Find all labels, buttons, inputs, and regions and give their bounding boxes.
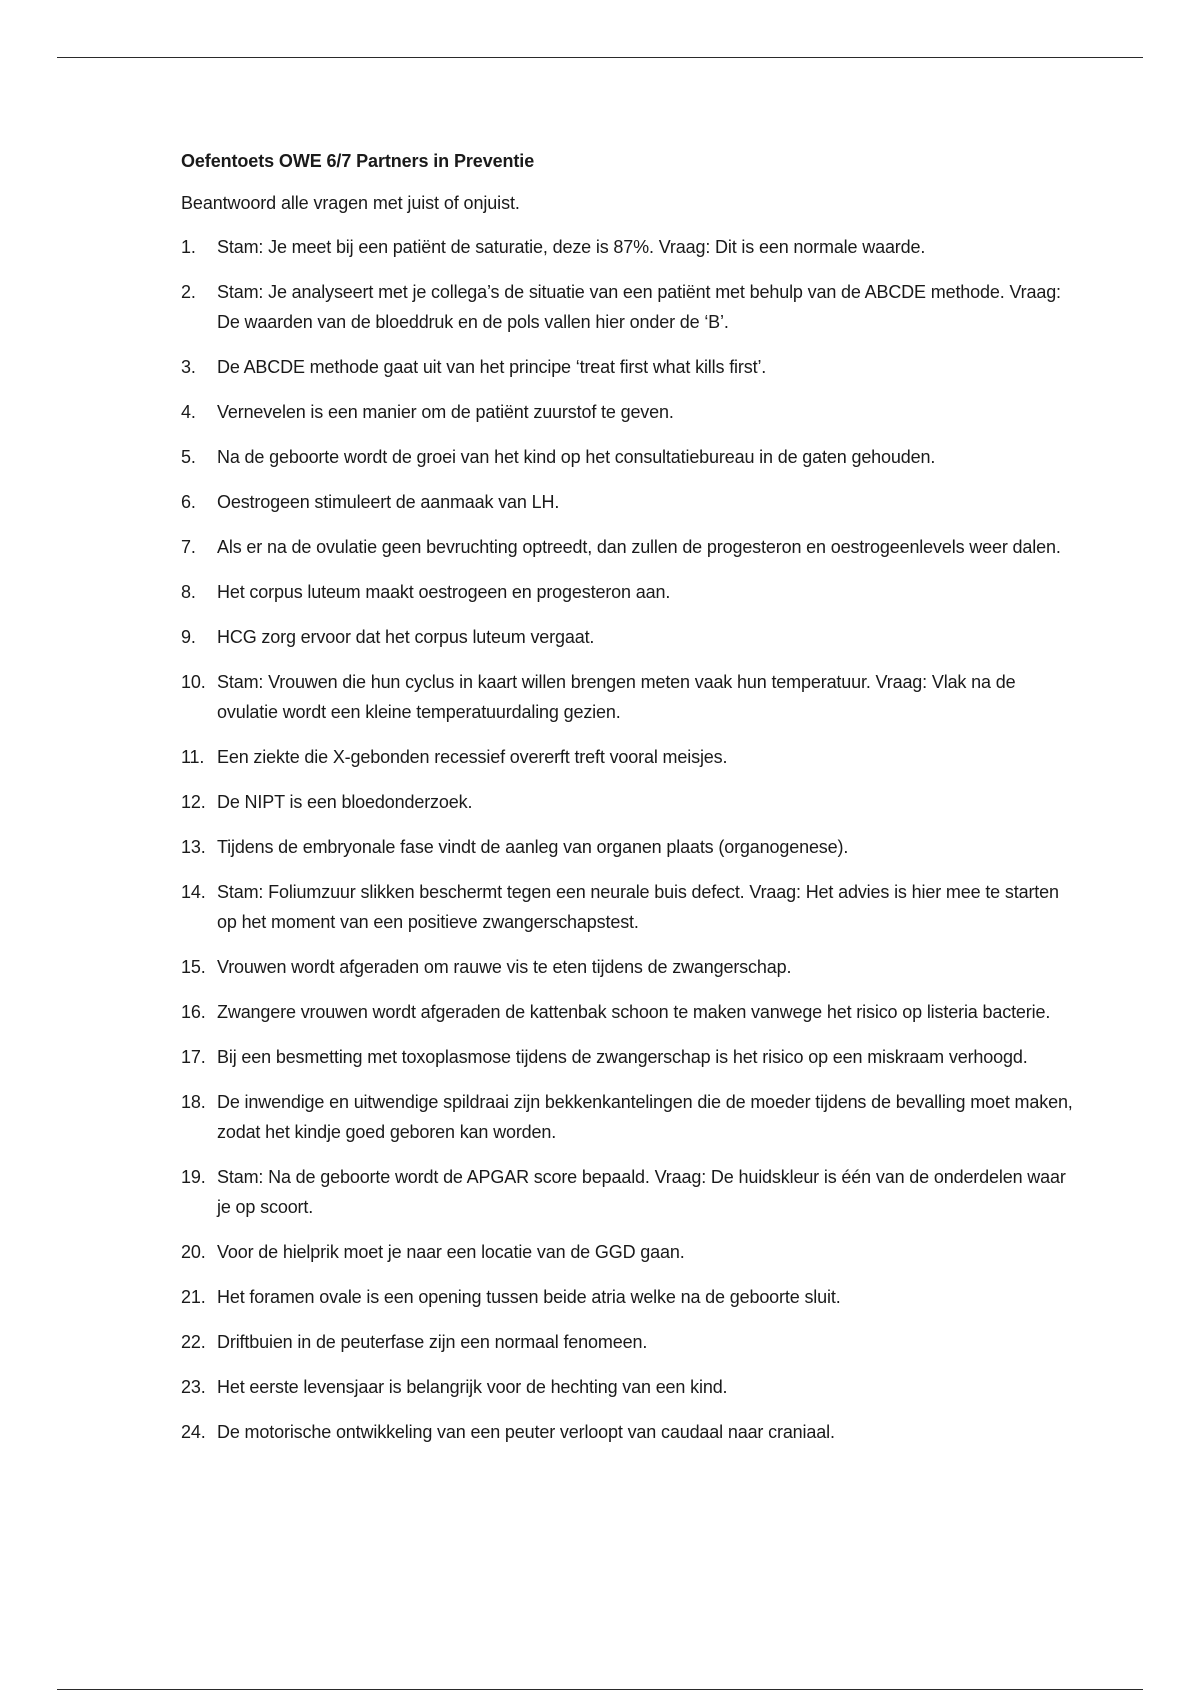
- question-text: Vrouwen wordt afgeraden om rauwe vis te eten tijdens de zwangerschap.: [217, 957, 792, 977]
- question-item: [181, 1417, 1081, 1447]
- question-number: 12.: [181, 792, 206, 812]
- question-text: Het corpus luteum maakt oestrogeen en progesteron aan.: [217, 582, 671, 602]
- question-item: [181, 1327, 1081, 1357]
- question-item: [181, 952, 1081, 982]
- header-rule: [57, 57, 1143, 58]
- question-text: Bij een besmetting met toxoplasmose tijdens de zwangerschap is het risico op een miskraam verhoogd.: [217, 1047, 1028, 1067]
- question-text: Het eerste levensjaar is belangrijk voor de hechting van een kind.: [217, 1377, 728, 1397]
- question-text: Stam: Je analyseert met je collega’s de situatie van een patiënt met behulp van de ABCDE methode. Vraag: De waarden van de bloeddruk en de pols vallen hier onder de ‘B’.: [217, 282, 1061, 332]
- question-text: De NIPT is een bloedonderzoek.: [217, 792, 473, 812]
- question-number: 19.: [181, 1167, 206, 1187]
- question-number: 24.: [181, 1422, 206, 1442]
- question-item: [181, 532, 1081, 562]
- question-number: 9.: [181, 627, 196, 647]
- question-text: Het foramen ovale is een opening tussen beide atria welke na de geboorte sluit.: [217, 1287, 841, 1307]
- question-number: 4.: [181, 402, 196, 422]
- question-item: [181, 742, 1081, 772]
- question-text: De motorische ontwikkeling van een peuter verloopt van caudaal naar craniaal.: [217, 1422, 835, 1442]
- question-number: 20.: [181, 1242, 206, 1262]
- question-number: 11.: [181, 747, 205, 767]
- question-text: Driftbuien in de peuterfase zijn een normaal fenomeen.: [217, 1332, 648, 1352]
- question-item: [181, 277, 1081, 337]
- question-item: [181, 1282, 1081, 1312]
- question-number: 1.: [181, 237, 196, 257]
- document-title: Oefentoets OWE 6/7 Partners in Preventie: [181, 151, 535, 171]
- question-text: Stam: Na de geboorte wordt de APGAR score bepaald. Vraag: De huidskleur is één van de onderdelen waar je op scoort.: [217, 1167, 1066, 1217]
- question-item: [181, 232, 1081, 262]
- question-item: [181, 622, 1081, 652]
- document-body: [181, 146, 1081, 1462]
- question-number: 2.: [181, 282, 196, 302]
- question-text: Stam: Vrouwen die hun cyclus in kaart willen brengen meten vaak hun temperatuur. Vraag: Vlak na de ovulatie wordt een kleine temperatuurdaling gezien.: [217, 672, 1016, 722]
- question-item: [181, 787, 1081, 817]
- question-item: [181, 487, 1081, 517]
- footer-rule: [57, 1689, 1143, 1690]
- question-item: [181, 1372, 1081, 1402]
- question-item: [181, 1162, 1081, 1222]
- question-text: Stam: Je meet bij een patiënt de saturatie, deze is 87%. Vraag: Dit is een normale waarde.: [217, 237, 926, 257]
- question-number: 15.: [181, 957, 206, 977]
- question-number: 7.: [181, 537, 196, 557]
- question-number: 8.: [181, 582, 196, 602]
- question-number: 14.: [181, 882, 206, 902]
- question-number: 6.: [181, 492, 196, 512]
- question-number: 22.: [181, 1332, 206, 1352]
- question-item: [181, 1237, 1081, 1267]
- question-text: Als er na de ovulatie geen bevruchting optreedt, dan zullen de progesteron en oestrogeenlevels weer dalen.: [217, 537, 1061, 557]
- question-text: Een ziekte die X-gebonden recessief overerft treft vooral meisjes.: [217, 747, 728, 767]
- question-item: [181, 442, 1081, 472]
- question-list: [181, 232, 1081, 1447]
- question-item: [181, 352, 1081, 382]
- question-text: Vernevelen is een manier om de patiënt zuurstof te geven.: [217, 402, 674, 422]
- question-number: 5.: [181, 447, 196, 467]
- question-text: HCG zorg ervoor dat het corpus luteum vergaat.: [217, 627, 595, 647]
- question-text: Stam: Foliumzuur slikken beschermt tegen een neurale buis defect. Vraag: Het advies is hier mee te starten op het moment van een positieve zwangerschapstest.: [217, 882, 1059, 932]
- question-text: Na de geboorte wordt de groei van het kind op het consultatiebureau in de gaten gehouden.: [217, 447, 936, 467]
- question-text: Oestrogeen stimuleert de aanmaak van LH.: [217, 492, 560, 512]
- instruction-text: Beantwoord alle vragen met juist of onjuist.: [181, 193, 520, 213]
- question-item: [181, 1087, 1081, 1147]
- question-item: [181, 577, 1081, 607]
- question-number: 10.: [181, 672, 206, 692]
- question-item: [181, 667, 1081, 727]
- question-text: De inwendige en uitwendige spildraai zijn bekkenkantelingen die de moeder tijdens de bevalling moet maken, zodat het kindje goed geboren kan worden.: [217, 1092, 1073, 1142]
- question-number: 23.: [181, 1377, 206, 1397]
- question-number: 16.: [181, 1002, 206, 1022]
- question-text: Tijdens de embryonale fase vindt de aanleg van organen plaats (organogenese).: [217, 837, 849, 857]
- question-item: [181, 832, 1081, 862]
- question-number: 18.: [181, 1092, 206, 1112]
- question-number: 3.: [181, 357, 196, 377]
- question-number: 21.: [181, 1287, 206, 1307]
- question-item: [181, 877, 1081, 937]
- question-item: [181, 397, 1081, 427]
- question-text: Voor de hielprik moet je naar een locatie van de GGD gaan.: [217, 1242, 685, 1262]
- question-text: De ABCDE methode gaat uit van het principe ‘treat first what kills first’.: [217, 357, 767, 377]
- question-number: 17.: [181, 1047, 206, 1067]
- question-number: 13.: [181, 837, 206, 857]
- question-item: [181, 1042, 1081, 1072]
- question-text: Zwangere vrouwen wordt afgeraden de kattenbak schoon te maken vanwege het risico op listeria bacterie.: [217, 1002, 1051, 1022]
- question-item: [181, 997, 1081, 1027]
